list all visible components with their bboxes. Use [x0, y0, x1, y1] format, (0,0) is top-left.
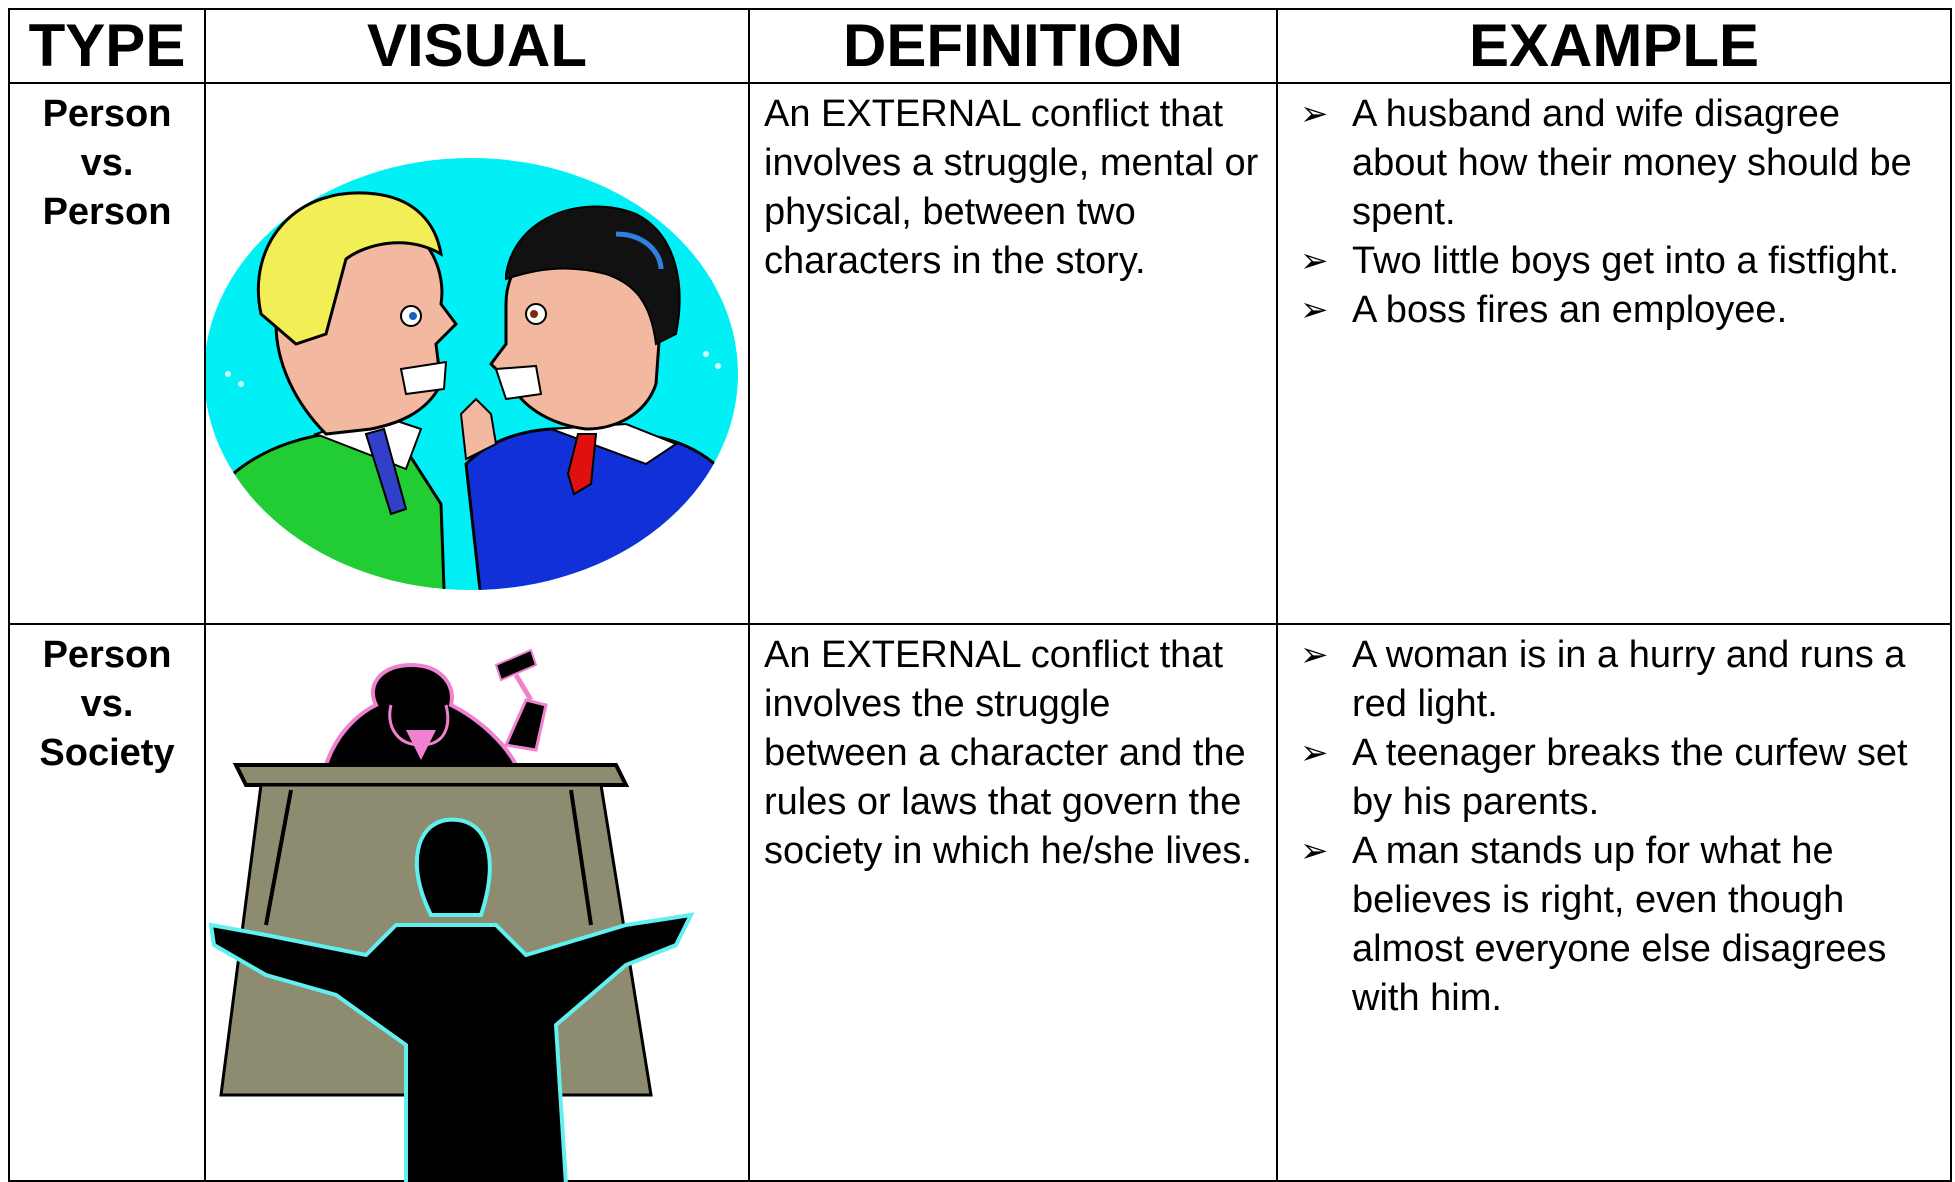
- header-definition: DEFINITION: [749, 9, 1277, 83]
- type-line: Person: [42, 634, 172, 676]
- type-line: Person: [42, 191, 172, 233]
- arrow-bullet-icon: ➢: [1300, 291, 1329, 329]
- arrow-bullet-icon: ➢: [1300, 832, 1329, 870]
- definition-cell: An EXTERNAL conflict that involves a struggle, mental or physical, between two characters in the story.: [749, 83, 1277, 624]
- list-item: ➢ A husband and wife disagree about how their money should be spent.: [1290, 90, 1940, 237]
- table-row: [9, 83, 1951, 624]
- list-item: ➢ A woman is in a hurry and runs a red light.: [1290, 631, 1940, 729]
- arrow-bullet-icon: ➢: [1300, 636, 1329, 674]
- header-visual: VISUAL: [205, 9, 749, 83]
- type-cell: [9, 83, 205, 624]
- type-line: Society: [39, 732, 175, 774]
- visual-cell: [205, 624, 749, 1181]
- example-cell: [1277, 83, 1951, 624]
- definition-cell: An EXTERNAL conflict that involves the struggle between a character and the rules or laws that govern the society in which he/she lives.: [749, 624, 1277, 1181]
- conflict-types-table: [8, 8, 1952, 1182]
- arrow-bullet-icon: ➢: [1300, 734, 1329, 772]
- type-cell: [9, 624, 205, 1181]
- example-cell: [1277, 624, 1951, 1181]
- list-item: ➢ A boss fires an employee.: [1290, 286, 1940, 335]
- header-row: [9, 9, 1951, 83]
- type-line: vs.: [80, 683, 134, 725]
- header-example: EXAMPLE: [1277, 9, 1951, 83]
- example-list: [1290, 90, 1940, 335]
- header-type: TYPE: [9, 9, 205, 83]
- example-list: [1290, 631, 1940, 1023]
- type-line: vs.: [80, 142, 134, 184]
- arrow-bullet-icon: ➢: [1300, 95, 1329, 133]
- type-line: Person: [42, 93, 172, 135]
- list-item: ➢ A teenager breaks the curfew set by his parents.: [1290, 729, 1940, 827]
- judge-and-defendant-icon: [206, 625, 750, 1182]
- arrow-bullet-icon: ➢: [1300, 242, 1329, 280]
- table-row: [9, 624, 1951, 1181]
- visual-cell: [205, 83, 749, 624]
- list-item: ➢ Two little boys get into a fistfight.: [1290, 237, 1940, 286]
- list-item: ➢ A man stands up for what he believes is right, even though almost everyone else disagrees with him.: [1290, 827, 1940, 1023]
- arguing-men-icon: [206, 84, 750, 625]
